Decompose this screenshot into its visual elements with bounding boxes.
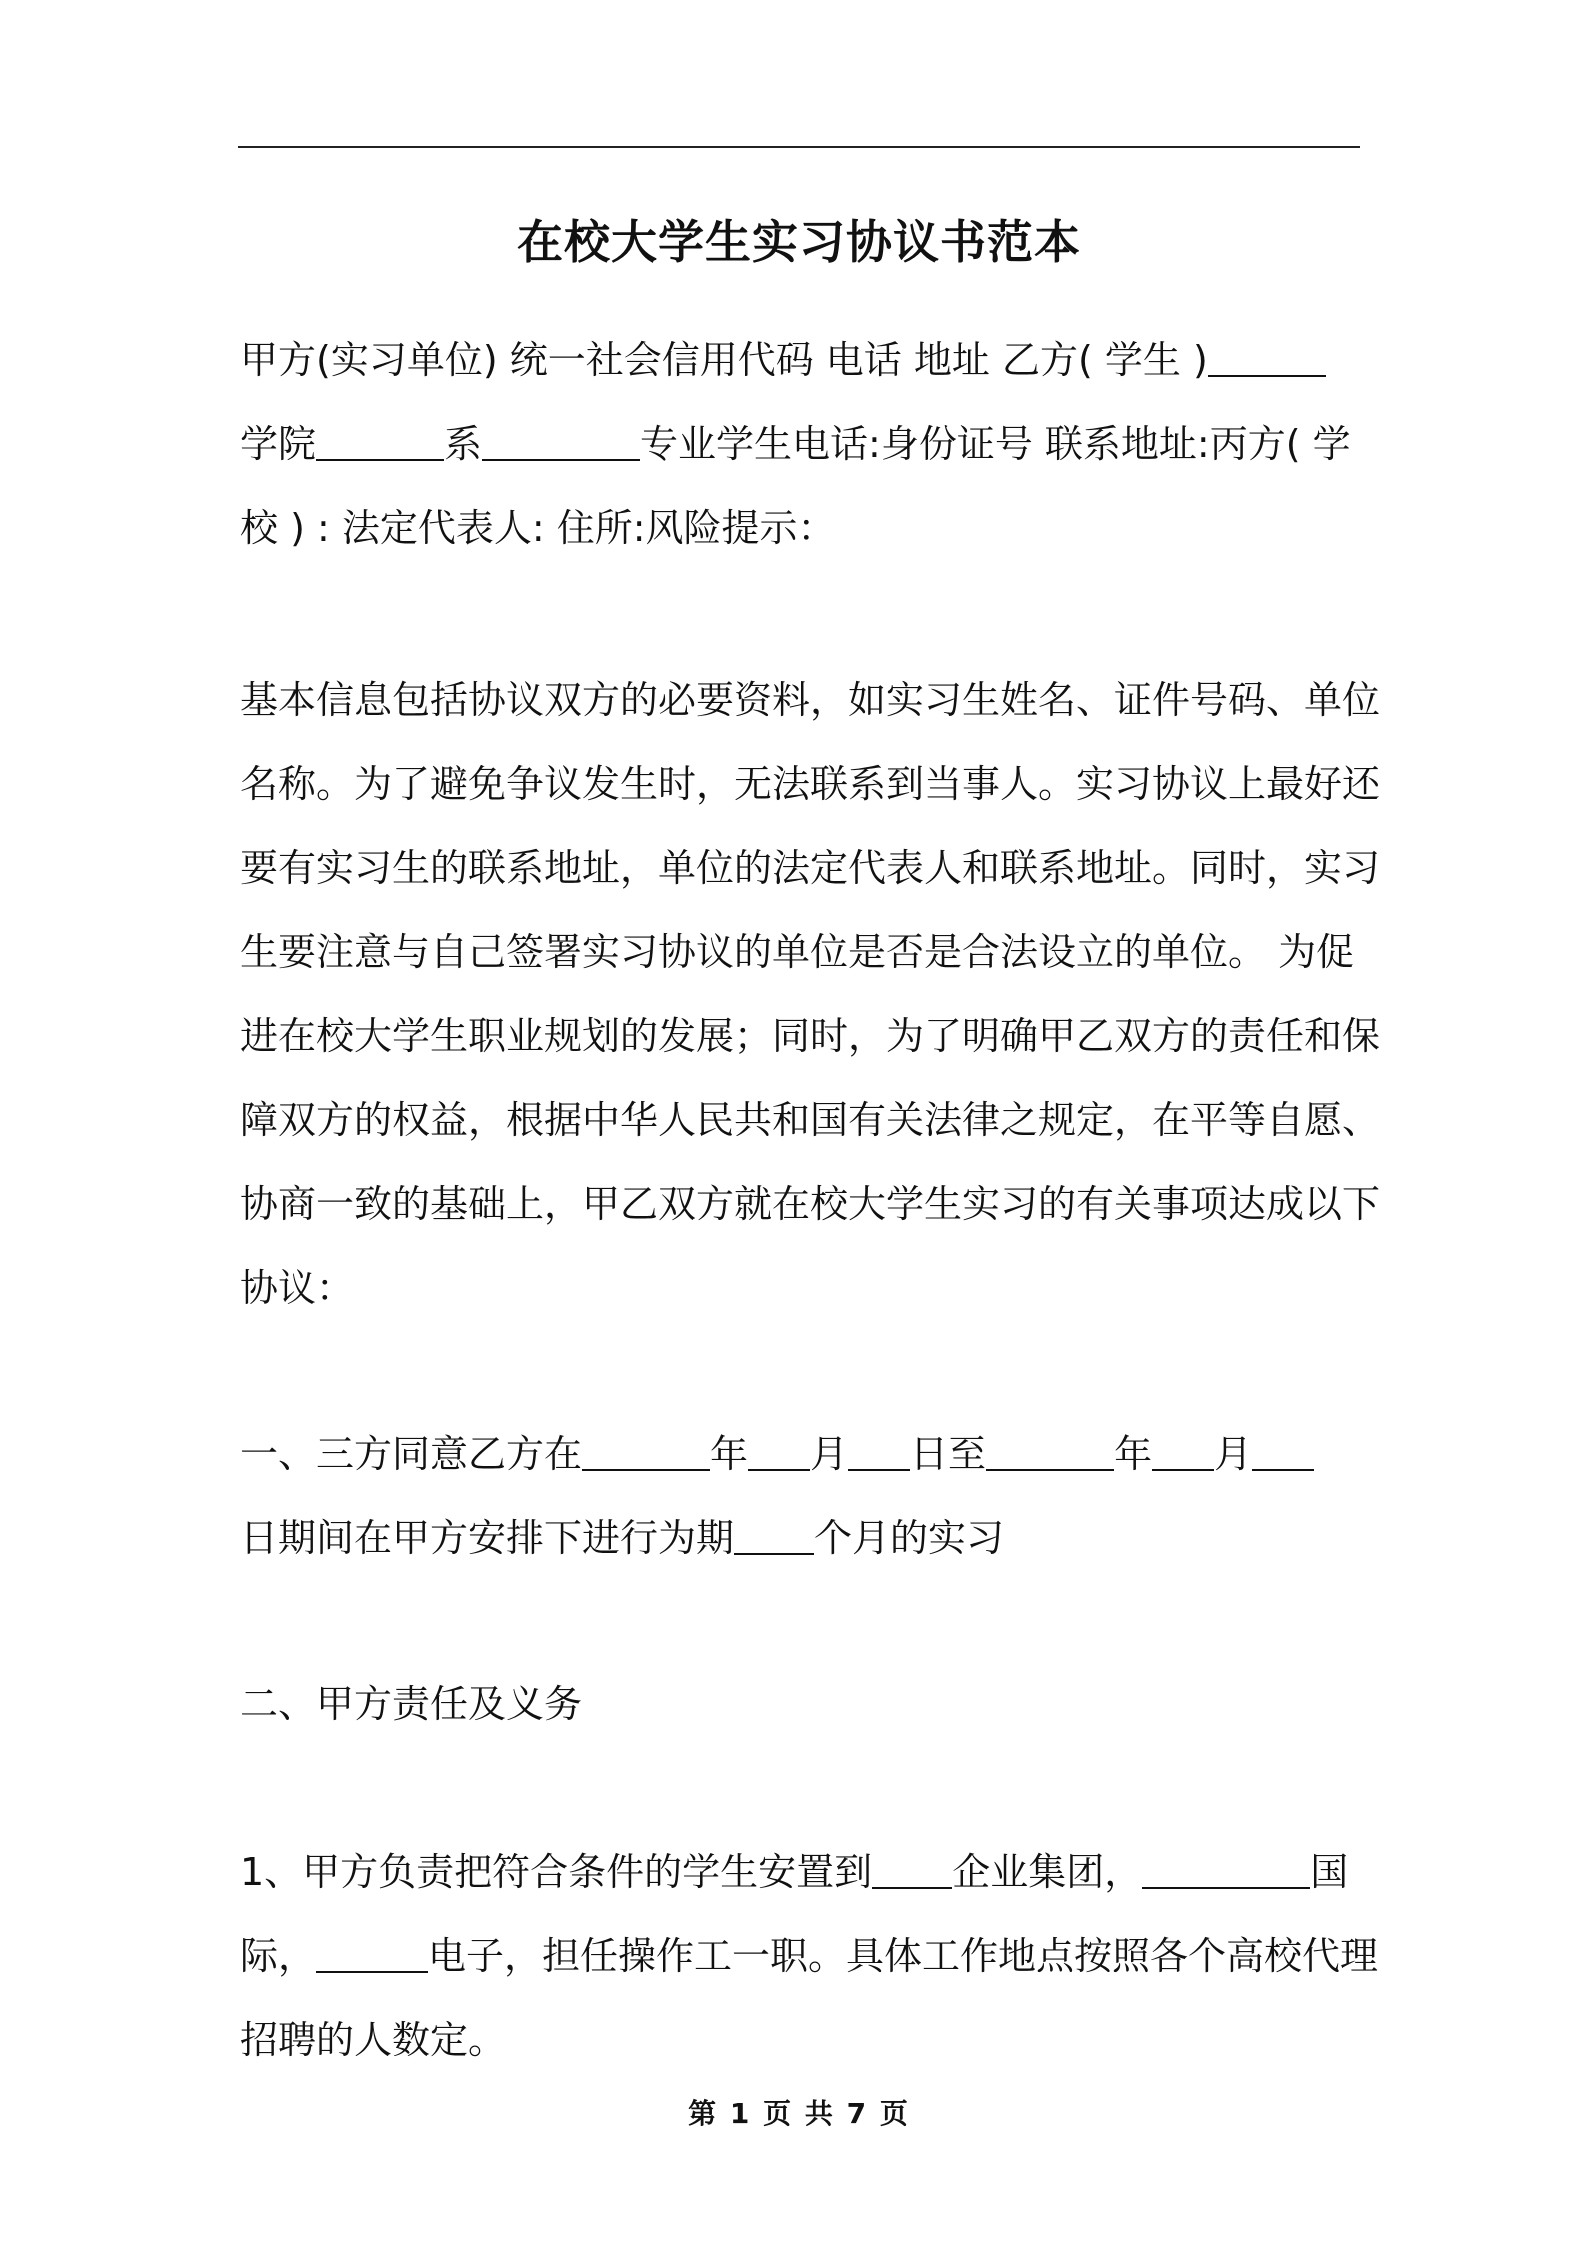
blank-field (986, 1433, 1114, 1471)
parties-text: 专业学生电话:身份证号 联系地址:丙方( 学 (640, 422, 1351, 466)
blank-field (872, 1851, 952, 1889)
clause-2-item-1-line-1 (240, 1830, 1364, 1914)
blank-field (748, 1433, 810, 1471)
blank-field (1142, 1851, 1310, 1889)
clause-text: 日期间在甲方安排下进行为期 (240, 1516, 735, 1560)
intro-line: 障双方的权益，根据中华人民共和国有关法律之规定，在平等自愿、 (240, 1098, 1381, 1142)
intro-paragraph (240, 658, 1381, 1330)
parties-line-1 (240, 318, 1364, 402)
clause-2-heading: 二、甲方责任及义务 (240, 1682, 583, 1726)
clause-text: 电子，担任操作工一职。具体工作地点按照各个高校代理 (428, 1934, 1379, 1978)
clause-1-line-2 (240, 1496, 1364, 1580)
clause-text: 日至 (910, 1432, 987, 1476)
document-title: 在校大学生实习协议书范本 (517, 215, 1081, 269)
intro-line: 进在校大学生职业规划的发展；同时，为了明确甲乙双方的责任和保 (240, 1014, 1381, 1058)
department-label: 系 (444, 422, 483, 466)
blank-field (1252, 1433, 1314, 1471)
clause-text: 年 (1114, 1432, 1153, 1476)
blank-field (1152, 1433, 1214, 1471)
header-rule (238, 146, 1360, 148)
parties-line-2 (240, 402, 1364, 486)
clause-1 (240, 1412, 1364, 1580)
page-footer: 第 1 页 共 7 页 (688, 2097, 910, 2130)
parties-text: 甲方(实习单位) 统一社会信用代码 电话 地址 乙方( 学生 ) (240, 338, 1208, 382)
clause-2-item-1-line-3: 招聘的人数定。 (240, 2018, 507, 2062)
blank-field (482, 423, 640, 461)
clause-text: 月 (1214, 1432, 1253, 1476)
clause-2-item-1 (240, 1830, 1379, 2082)
blank-field (848, 1433, 910, 1471)
blank-field (316, 423, 444, 461)
intro-line: 要有实习生的联系地址，单位的法定代表人和联系地址。同时，实习 (240, 846, 1381, 890)
blank-field (1208, 339, 1326, 377)
intro-line: 基本信息包括协议双方的必要资料，如实习生姓名、证件号码、单位 (240, 678, 1381, 722)
parties-line-3: 校 ) : 法定代表人: 住所:风险提示： (240, 506, 836, 550)
clause-text: 际， (240, 1934, 317, 1978)
clause-text: 个月的实习 (814, 1516, 1005, 1560)
clause-text: 国 (1310, 1850, 1349, 1894)
blank-field (582, 1433, 710, 1471)
intro-line: 协商一致的基础上，甲乙双方就在校大学生实习的有关事项达成以下 (240, 1182, 1381, 1226)
clause-2-item-1-line-2 (240, 1914, 1379, 1998)
clause-1-line-1 (240, 1412, 1364, 1496)
college-label: 学院 (240, 422, 317, 466)
clause-text: 月 (810, 1432, 849, 1476)
intro-line: 名称。为了避免争议发生时，无法联系到当事人。实习协议上最好还 (240, 762, 1381, 806)
blank-field (316, 1935, 428, 1973)
clause-text: 企业集团， (952, 1850, 1143, 1894)
clause-text: 一、三方同意乙方在 (240, 1432, 583, 1476)
clause-text: 1、甲方负责把符合条件的学生安置到 (240, 1850, 873, 1894)
blank-field (734, 1517, 814, 1555)
intro-line: 生要注意与自己签署实习协议的单位是否是合法设立的单位。 为促 (240, 930, 1355, 974)
parties-block (240, 318, 1364, 570)
clause-text: 年 (710, 1432, 749, 1476)
intro-line: 协议： (240, 1266, 355, 1310)
